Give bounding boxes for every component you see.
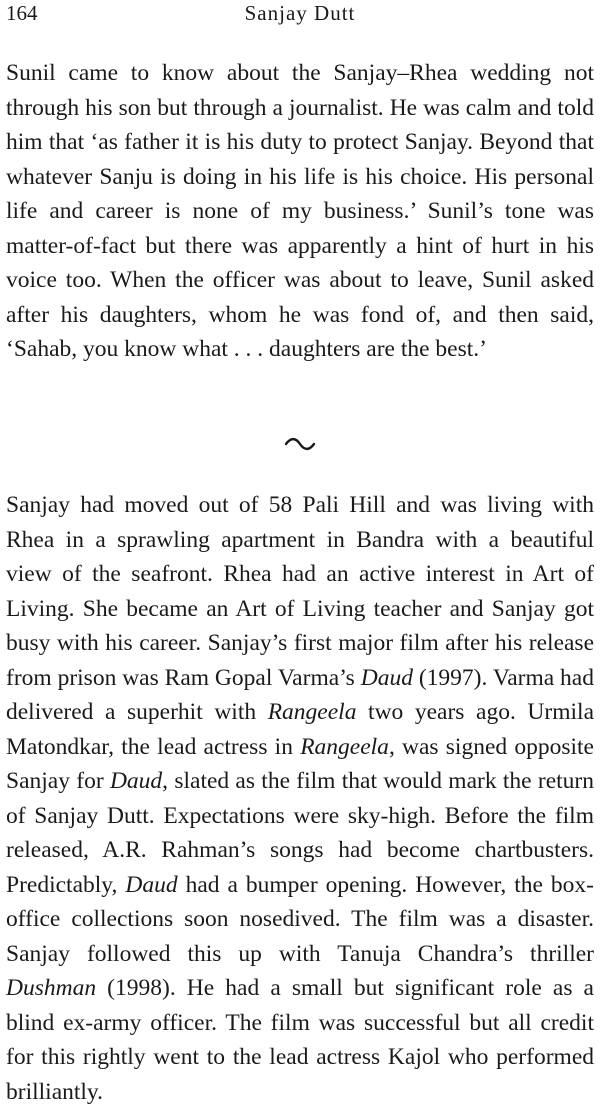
film-title-daud: Daud	[109, 768, 163, 794]
text-run: , slated as the film that would mark the return of Sanjay Dutt. Expectations were sky-high. Before the film released, A.R. Rahman’s songs had become chartbusters. Predictably,	[6, 768, 594, 898]
text-run: had a bumper opening. However, the box-office collections soon nosedived. The film was a disaster. Sanjay followed this up with Tanuja Chandra’s thriller	[6, 871, 595, 967]
text-run: Sanjay had moved out of 58 Pali Hill and was living with Rhea in a sprawling apartment in Bandra with a beautiful view of the seafront. Rhea had an active interest in Art of Living. She became an Art of Living teacher and Sanjay got busy with his career. Sanjay’s first major film after his release from prison was Ram Gopal Varma’s	[6, 492, 594, 691]
running-head	[6, 0, 594, 26]
film-title-rangeela: Rangeela	[267, 699, 357, 725]
film-title-rangeela: Rangeela	[300, 733, 389, 760]
text-run: (1998). He had a small but significant role as a blind ex-army officer. The film was successful but all credit for this rightly went to the lead actress Kajol who performed brilliantly.	[6, 975, 594, 1105]
paragraph-2-text	[6, 488, 594, 1109]
page-number: 164	[6, 1, 38, 25]
paragraph-1-text	[6, 56, 594, 367]
running-title: Sanjay Dutt	[244, 1, 356, 25]
paragraph-1	[6, 56, 594, 367]
section-break	[0, 430, 600, 460]
paragraph-2	[6, 488, 594, 1109]
text-run: (1997). Varma had delivered a superhit with	[6, 664, 594, 725]
tilde-ornament-icon	[283, 435, 317, 455]
text-run: two years ago. Urmila Matondkar, the lead actress in	[6, 699, 594, 760]
film-title-daud: Daud	[360, 664, 413, 691]
paragraph-1-segment: Sunil came to know about the Sanjay–Rhea wedding not through his son but through a journalist. He was calm and told him that ‘as father it is his duty to protect Sanjay. Beyond that whatever Sanju is doing in his life is his choice. His personal life and career is none of my business.’ Sunil’s tone was matter-of-fact but there was apparently a hint of hurt in his voice too. When the officer was about to leave, Sunil asked after his daughters, whom he was fond of, and then said, ‘Sahab, you know what . . . daughters are the best.’	[6, 60, 594, 362]
film-title-dushman: Dushman	[6, 975, 97, 1001]
text-run: , was signed opposite Sanjay for	[6, 733, 594, 794]
film-title-daud: Daud	[125, 871, 178, 898]
